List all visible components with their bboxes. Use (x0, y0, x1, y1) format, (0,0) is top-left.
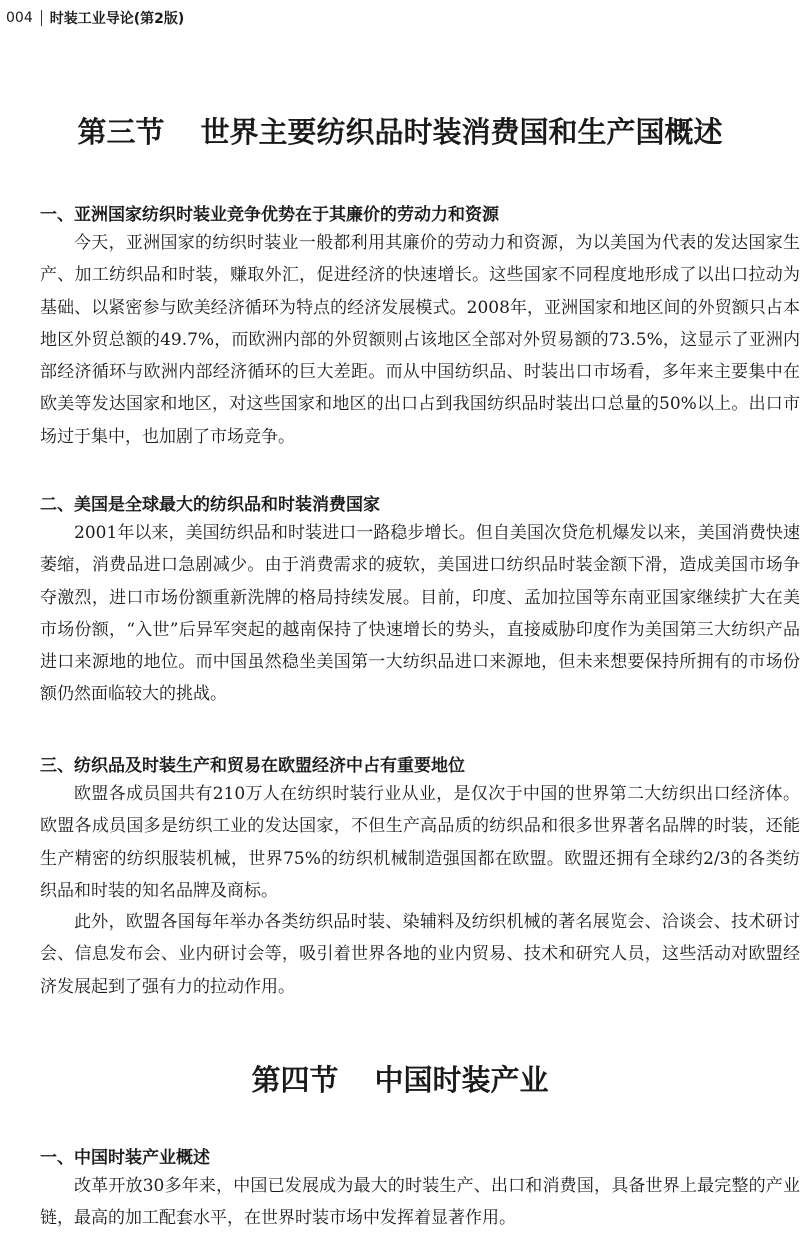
section-4-title (0, 1058, 800, 1099)
section-3-number: 第三节 (77, 115, 165, 149)
book-title: 时装工业导论(第2版) (49, 11, 185, 27)
subsection-heading: 二、美国是全球最大的纺织品和时装消费国家 (40, 495, 380, 515)
running-head (6, 8, 184, 28)
section-3-title (0, 110, 800, 151)
section-4-number: 第四节 (251, 1063, 339, 1097)
paragraph: 改革开放30多年来，中国已发展成为最大的时装生产、出口和消费国，具备世界上最完整的产业链，最高的加工配套水平，在世界时装市场中发挥着显著作用。 (40, 1176, 800, 1229)
subsection-heading: 三、纺织品及时装生产和贸易在欧盟经济中占有重要地位 (40, 756, 465, 776)
page-number: 004 (6, 10, 33, 26)
header-divider (41, 10, 42, 26)
paragraph: 今天，亚洲国家的纺织时装业一般都利用其廉价的劳动力和资源，为以美国为代表的发达国家生产、加工纺织品和时装，赚取外汇，促进经济的快速增长。这些国家不同程度地形成了以出口拉动为基础、以紧密参与欧美经济循环为特点的经济发展模式。2008年，亚洲国家和地区间的外贸额只占本地区外贸总额的49.7%，而欧洲内部的外贸额则占该地区全部对外贸易额的73.5%，这显示了亚洲内部经济循环与欧洲内部经济循环的巨大差距。而从中国纺织品、时装出口市场看，多年来主要集中在欧美等发达国家和地区，对这些国家和地区的出口占到我国纺织品时装出口总量的50%以上。出口市场过于集中，也加剧了市场竞争。 (40, 233, 800, 447)
paragraph: 此外，欧盟各国每年举办各类纺织品时装、染辅料及纺织机械的著名展览会、洽谈会、技术研讨会、信息发布会、业内研讨会等，吸引着世界各地的业内贸易、技术和研究人员，这些活动对欧盟经济发展起到了强有力的拉动作用。 (40, 912, 800, 997)
section-3-title-text: 世界主要纺织品时装消费国和生产国概述 (200, 115, 723, 149)
subsection-heading: 一、亚洲国家纺织时装业竞争优势在于其廉价的劳动力和资源 (40, 205, 499, 225)
paragraph: 欧盟各成员国共有210万人在纺织时装行业从业，是仅次于中国的世界第二大纺织出口经济体。欧盟各成员国多是纺织工业的发达国家，不但生产高品质的纺织品和很多世界著名品牌的时装，还能生产精密的纺织服装机械，世界75%的纺织机械制造强国都在欧盟。欧盟还拥有全球约2/3的各类纺织品和时装的知名品牌及商标。 (40, 784, 800, 901)
section-4-title-text: 中国时装产业 (374, 1063, 549, 1097)
subsection-heading: 一、中国时装产业概述 (40, 1148, 210, 1168)
paragraph: 2001年以来，美国纺织品和时装进口一路稳步增长。但自美国次贷危机爆发以来，美国消费快速萎缩，消费品进口急剧减少。由于消费需求的疲软，美国进口纺织品时装金额下滑，造成美国市场争夺激烈，进口市场份额重新洗牌的格局持续发展。目前，印度、孟加拉国等东南亚国家继续扩大在美市场份额，“入世”后异军突起的越南保持了快速增长的势头，直接威胁印度作为美国第三大纺织产品进口来源地的地位。而中国虽然稳坐美国第一大纺织品进口来源地，但未来想要保持所拥有的市场份额仍然面临较大的挑战。 (40, 523, 800, 705)
